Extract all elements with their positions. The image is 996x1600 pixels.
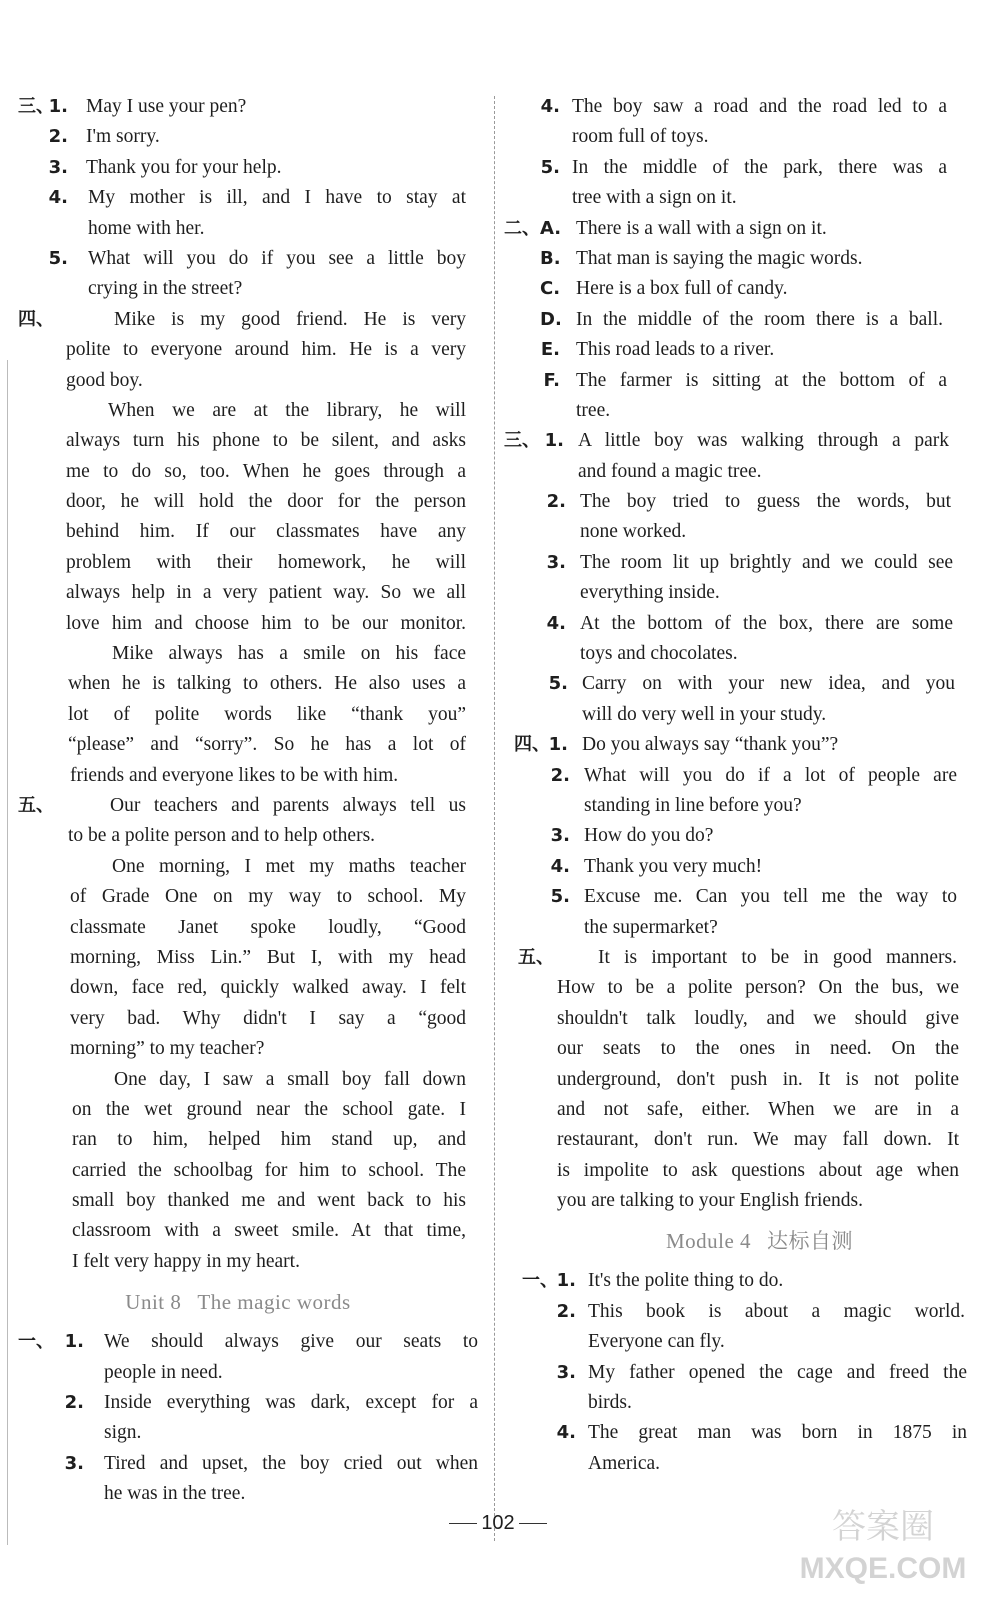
section-label: 五、 [18,794,54,816]
item-text: We should always give our seats to [104,1331,478,1353]
item-text: The boy saw a road and the road led to a [572,96,947,117]
item-text: birds. [588,1392,632,1414]
item-text: the supermarket? [584,916,718,938]
item-text: room full of toys. [572,126,709,148]
essay-line: behind him. If our classmates have any [66,521,466,543]
column-divider [494,96,495,1541]
left-section-3 [18,92,488,305]
essay-line: door, he will hold the door for the person [66,491,466,513]
watermark-logo [788,1498,978,1588]
essay-line: always turn his phone to be silent, and asks [66,430,466,452]
item-number: 4. [546,612,566,634]
left-unit-section-1 [18,1327,488,1509]
item-text: My mother is ill, and I have to stay at [88,187,466,209]
right-module-section-1 [512,1266,977,1479]
item-text: and found a magic tree. [578,460,762,482]
left-section-4 [18,305,488,791]
section-label: 二、 [504,217,540,239]
essay-line: When we are at the library, he will [108,399,466,421]
item-number: 2. [556,1300,576,1322]
essay-line: love him and choose him to be our monitor. [66,612,466,634]
item-number: 1. [48,96,68,117]
item-text: That man is saying the magic words. [576,247,863,269]
essay-line: carried the schoolbag for him to school. The [72,1159,466,1181]
item-text: Carry on with your new idea, and you [582,673,955,695]
item-letter: C. [540,278,561,300]
unit-name: The magic words [197,1290,351,1315]
essay-line: I felt very happy in my heart. [72,1250,300,1272]
module-heading [512,1216,977,1266]
item-number: 4. [550,855,570,877]
essay-line: Our teachers and parents always tell us [110,794,466,816]
essay-line: One morning, I met my maths teacher [112,855,466,877]
section-label: 一、 [522,1270,558,1292]
page-edge-line [7,360,8,1545]
essay-line: Mike is my good friend. He is very [114,308,466,330]
item-number: 5. [540,156,560,178]
item-text: What will you do if you see a little boy [88,247,466,269]
item-text: sign. [104,1422,142,1444]
item-text: standing in line before you? [584,794,802,816]
item-text: There is a wall with a sign on it. [576,217,827,239]
item-text: Excuse me. Can you tell me the way to [584,886,957,908]
item-text: The great man was born in 1875 in [588,1422,967,1444]
item-number: 5. [48,247,68,269]
item-number: 4. [540,96,560,117]
item-number: 2. [64,1392,84,1414]
essay-line: always help in a very patient way. So we all [66,582,466,604]
item-text: Here is a box full of candy. [576,278,788,300]
item-number: 3. [48,156,68,178]
item-number: 2. [550,764,570,786]
item-text: A little boy was walking through a park [578,430,949,452]
essay-line: morning” to my teacher? [70,1038,265,1060]
essay-line: when he is talking to others. He also uses a [68,673,466,695]
item-text: The farmer is sitting at the bottom of a [576,369,947,391]
right-section-3 [504,426,977,730]
essay-line: ran to him, helped him stand up, and [72,1129,466,1151]
item-text: he was in the tree. [104,1483,246,1505]
right-section-5 [512,943,977,1217]
item-text: America. [588,1452,661,1474]
item-text: will do very well in your study. [582,703,827,725]
item-text: Everyone can fly. [588,1331,725,1353]
right-column [504,92,977,1479]
item-text: This book is about a magic world. [588,1300,965,1322]
item-text: Thank you for your help. [86,156,282,178]
item-text: tree. [576,399,611,421]
item-number: 2. [546,491,566,513]
page-number: 102 [0,1512,996,1535]
section-label: 三、 [18,96,54,117]
essay-line: to be a polite person and to help others. [68,825,376,847]
item-text: everything inside. [580,582,720,604]
essay-line: classroom with a sweet smile. At that time, [72,1220,466,1242]
item-number: 1. [548,734,568,756]
item-text: home with her. [88,217,205,239]
item-text: It's the polite thing to do. [588,1270,784,1292]
item-letter: A. [540,217,562,239]
section-label: 四、 [514,734,550,756]
essay-line: our seats to the ones in need. On the [557,1038,959,1060]
essay-line: problem with their homework, he will [66,551,466,573]
essay-line: morning, Miss Lin.” But I, with my head [70,946,466,968]
item-text: Inside everything was dark, except for a [104,1392,478,1414]
item-letter: B. [540,247,561,269]
section-label: 五、 [518,946,554,968]
item-text: people in need. [104,1361,223,1383]
section-label: 三、 [504,430,540,452]
item-text: none worked. [580,521,687,543]
essay-line: “please” and “sorry”. So he has a lot of [68,734,466,756]
essay-line: Mike always has a smile on his face [112,643,466,665]
item-text: Tired and upset, the boy cried out when [104,1452,478,1474]
item-text: In the middle of the room there is a ball. [576,308,943,330]
item-text: The boy tried to guess the words, but [580,491,951,513]
right-section-2 [504,214,977,427]
essay-line: good boy. [66,369,143,391]
unit-heading [18,1277,488,1327]
item-text: In the middle of the park, there was a [572,156,947,178]
essay-line: me to do so, too. When he goes through a [66,460,466,482]
essay-line: underground, don't push in. It is not polite [557,1068,959,1090]
watermark-top-text: 答案圈 [832,1507,934,1547]
item-number: 5. [550,886,570,908]
unit-number: Unit 8 [125,1290,182,1315]
section-label: 一、 [18,1331,54,1353]
item-number: 1. [544,430,564,452]
item-text: My father opened the cage and freed the [588,1361,967,1383]
left-column [18,92,488,1510]
essay-line: small boy thanked me and went back to his [72,1190,466,1212]
essay-line: friends and everyone likes to be with him. [70,764,399,786]
item-text: What will you do if a lot of people are [584,764,957,786]
item-number: 3. [546,551,566,573]
section-label: 四、 [18,308,54,330]
item-text: toys and chocolates. [580,643,738,665]
essay-line: down, face red, quickly walked away. I felt [70,977,466,999]
item-letter: E. [540,339,560,361]
watermark-bottom-text: MXQE.COM [799,1552,967,1585]
item-number: 1. [64,1331,84,1353]
left-section-5 [18,791,488,1277]
essay-line: shouldn't talk loudly, and we should give [557,1007,959,1029]
essay-line: on the wet ground near the school gate. I [72,1098,466,1120]
item-letter: D. [540,308,562,330]
item-text: I'm sorry. [86,126,160,148]
essay-line: polite to everyone around him. He is a very [66,339,466,361]
essay-line: restaurant, don't run. We may fall down. It [557,1129,959,1151]
essay-line: very bad. Why didn't I say a “good [70,1007,466,1029]
item-number: 5. [548,673,568,695]
item-number: 1. [556,1270,576,1292]
module-name: 达标自测 [767,1229,854,1254]
item-text: How do you do? [584,825,714,847]
item-text: Thank you very much! [584,855,763,877]
item-number: 3. [556,1361,576,1383]
item-text: Do you always say “thank you”? [582,734,839,756]
essay-line: you are talking to your English friends. [557,1190,863,1212]
item-number: 3. [550,825,570,847]
essay-line: lot of polite words like “thank you” [68,703,466,725]
essay-line: and not safe, either. When we are in a [557,1098,959,1120]
item-text: At the bottom of the box, there are some [580,612,953,634]
item-text: This road leads to a river. [576,339,775,361]
item-text: The room lit up brightly and we could see [580,551,953,573]
item-number: 4. [556,1422,576,1444]
essay-line: of Grade One on my way to school. My [70,886,466,908]
item-text: May I use your pen? [86,96,247,117]
right-continued-items [512,92,977,214]
item-number: 2. [48,126,68,148]
essay-line: classmate Janet spoke loudly, “Good [70,916,466,938]
item-text: crying in the street? [88,278,243,300]
essay-line: is impolite to ask questions about age when [557,1159,959,1181]
essay-line: How to be a polite person? On the bus, we [557,977,959,999]
module-number: Module 4 [665,1229,752,1254]
item-number: 4. [48,187,68,209]
essay-line: It is important to be in good manners. [598,946,957,968]
essay-line: One day, I saw a small boy fall down [114,1068,466,1090]
item-text: tree with a sign on it. [572,187,737,209]
item-number: 3. [64,1452,84,1474]
right-section-4 [512,730,977,943]
item-letter: F. [543,369,560,391]
